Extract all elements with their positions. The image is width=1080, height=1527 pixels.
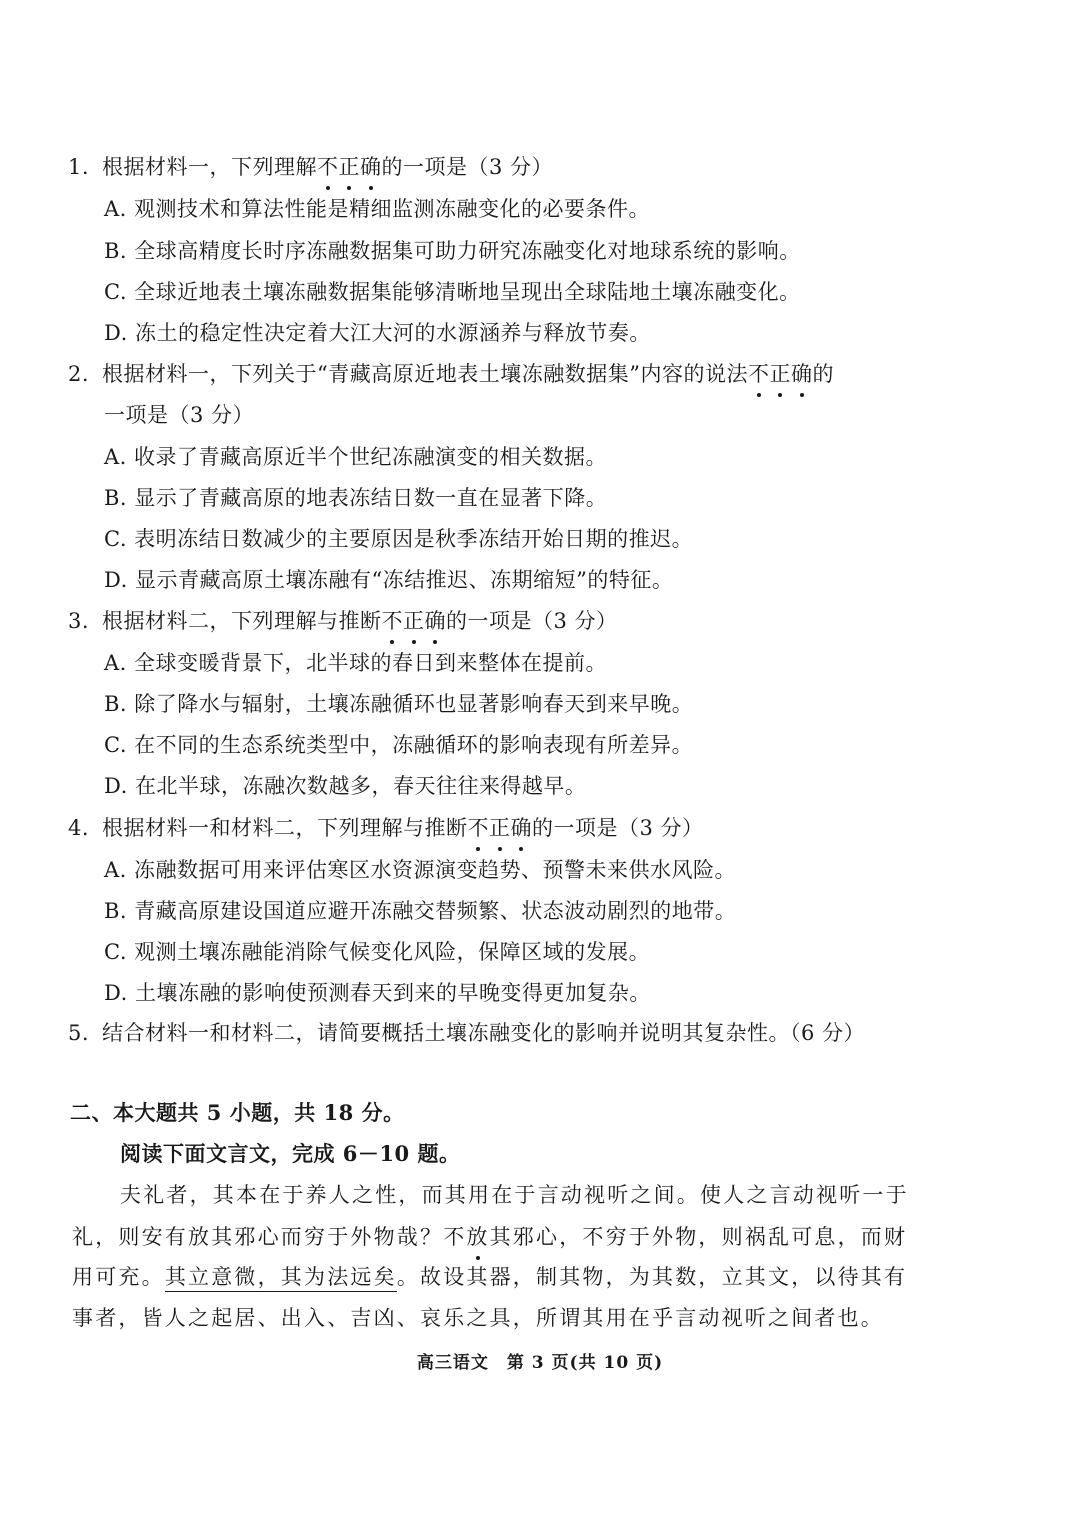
option-c: C. 表明冻结日数减少的主要原因是秋季冻结开始日期的推迟。 bbox=[104, 527, 694, 551]
passage-line: 事者，皆人之起居、出入、吉凶、哀乐之具，所谓其用在乎言动视听之间者也。 bbox=[72, 1306, 884, 1330]
emphasis-char: 正 bbox=[403, 606, 425, 636]
passage-line: 礼，则安有放其邪心而穷于外物哉？不放其邪心，不穷于外物，则祸乱可息，而财 bbox=[72, 1222, 907, 1252]
emphasis-char: 不 bbox=[317, 152, 339, 182]
passage-line: 夫礼者，其本在于养人之性，而其用在于言动视听之间。使人之言动视听一于 bbox=[120, 1183, 909, 1207]
option-c: C. 观测土壤冻融能消除气候变化风险，保障区域的发展。 bbox=[104, 940, 651, 964]
section-instruction: 阅读下面文言文，完成 6－10 题。 bbox=[120, 1141, 461, 1166]
option-b: B. 显示了青藏高原的地表冻结日数一直在显著下降。 bbox=[104, 486, 608, 510]
option-b: B. 全球高精度长时序冻融数据集可助力研究冻融变化对地球系统的影响。 bbox=[104, 239, 801, 263]
question-number: 4. bbox=[68, 816, 90, 840]
question-4-stem: 4. 根据材料一和材料二，下列理解与推断不正确的一项是（3 分） bbox=[68, 813, 704, 843]
question-2-stem: 2. 根据材料一，下列关于“青藏高原近地表土壤冻融数据集”内容的说法不正确的 bbox=[68, 359, 834, 389]
option-a: A. 全球变暖背景下，北半球的春日到来整体在提前。 bbox=[104, 651, 608, 675]
emphasis-char: 不 bbox=[468, 813, 490, 843]
emphasis-char: 确 bbox=[511, 813, 533, 843]
option-a: A. 观测技术和算法性能是精细监测冻融变化的必要条件。 bbox=[104, 197, 651, 221]
emphasis-char: 确 bbox=[791, 359, 813, 389]
option-c: C. 在不同的生态系统类型中，冻融循环的影响表现有所差异。 bbox=[104, 733, 694, 757]
option-a: A. 收录了青藏高原近半个世纪冻融演变的相关数据。 bbox=[104, 445, 608, 469]
question-number: 3. bbox=[68, 609, 90, 633]
section-heading: 二、本大题共 5 小题，共 18 分。 bbox=[70, 1100, 405, 1125]
underlined-sentence: 其立意微，其为法远矣 bbox=[165, 1265, 397, 1292]
option-d: D. 显示青藏高原土壤冻融有“冻结推迟、冻期缩短”的特征。 bbox=[104, 568, 674, 592]
emphasis-char: 放 bbox=[466, 1222, 489, 1252]
option-b: B. 青藏高原建设国道应避开冻融交替频繁、状态波动剧烈的地带。 bbox=[104, 899, 737, 923]
emphasis-char: 正 bbox=[339, 152, 361, 182]
option-c: C. 全球近地表土壤冻融数据集能够清晰地呈现出全球陆地土壤冻融变化。 bbox=[104, 280, 801, 304]
emphasis-char: 确 bbox=[360, 152, 382, 182]
emphasis-char: 正 bbox=[769, 359, 791, 389]
page-footer: 高三语文 第 3 页(共 10 页) bbox=[416, 1353, 664, 1373]
question-number: 2. bbox=[68, 362, 90, 386]
option-b: B. 除了降水与辐射，土壤冻融循环也显著影响春天到来早晚。 bbox=[104, 692, 694, 716]
question-5-stem: 5. 结合材料一和材料二，请简要概括土壤冻融变化的影响并说明其复杂性。（6 分） bbox=[68, 1018, 865, 1048]
question-2-stem-continued: 一项是（3 分） bbox=[104, 403, 255, 427]
emphasis-char: 确 bbox=[425, 606, 447, 636]
passage-line: 用可充。其立意微，其为法远矣。故设其器，制其物，为其数，立其文，以待其有 bbox=[72, 1262, 907, 1292]
option-a: A. 冻融数据可用来评估寒区水资源演变趋势、预警未来供水风险。 bbox=[104, 858, 737, 882]
emphasis-char: 不 bbox=[382, 606, 404, 636]
option-d: D. 土壤冻融的影响使预测春天到来的早晚变得更加复杂。 bbox=[104, 981, 651, 1005]
question-number: 5. bbox=[68, 1021, 90, 1045]
question-1-stem: 1. 根据材料一，下列理解不正确的一项是（3 分） bbox=[68, 152, 553, 182]
option-d: D. 在北半球，冻融次数越多，春天往往来得越早。 bbox=[104, 774, 587, 798]
question-number: 1. bbox=[68, 155, 90, 179]
option-d: D. 冻土的稳定性决定着大江大河的水源涵养与释放节奏。 bbox=[104, 321, 651, 345]
question-3-stem: 3. 根据材料二，下列理解与推断不正确的一项是（3 分） bbox=[68, 606, 618, 636]
emphasis-char: 不 bbox=[748, 359, 770, 389]
emphasis-char: 正 bbox=[489, 813, 511, 843]
